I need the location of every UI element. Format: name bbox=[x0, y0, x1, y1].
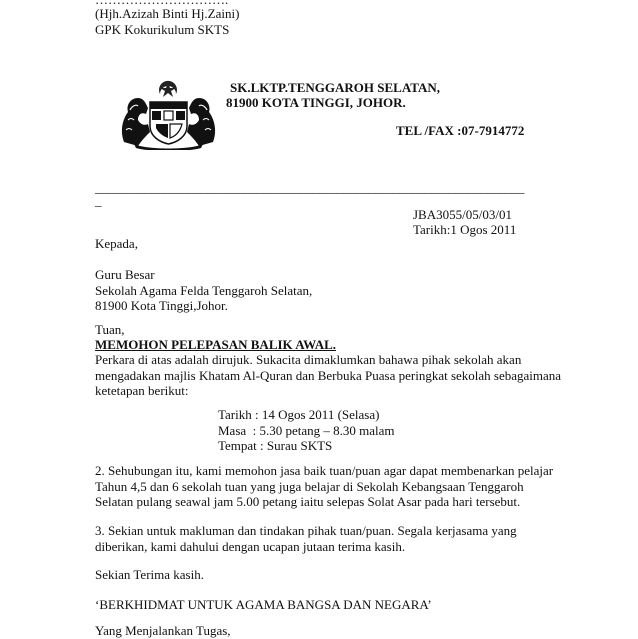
signatory-name: (Hjh.Azizah Binti Hj.Zaini) bbox=[95, 6, 240, 21]
crest-right-tiger bbox=[187, 98, 215, 146]
signoff-cutoff: Yang Menjalankan Tugas, bbox=[95, 623, 231, 638]
paragraph-1 bbox=[95, 352, 561, 399]
crest-ribbon bbox=[134, 144, 203, 150]
motto: ‘BERKHIDMAT UNTUK AGAMA BANGSA DAN NEGARA’ bbox=[95, 597, 432, 612]
school-name: SK.LKTP.TENGGAROH SELATAN, bbox=[230, 80, 440, 95]
greeting: Tuan, bbox=[95, 322, 125, 337]
header-divider-tail: _ bbox=[95, 193, 102, 208]
header-divider: _____________________________________________________________________ bbox=[95, 180, 525, 195]
event-details bbox=[218, 407, 395, 454]
paragraph-line: Tahun 4,5 dan 6 sekolah tuan yang juga belajar di Sekolah Kebangsaan Tenggaroh bbox=[95, 478, 524, 494]
crest-star-crescent bbox=[159, 81, 177, 97]
paragraph-line: 3. Sekian untuk makluman dan tindakan pihak tuan/puan. Segala kerjasama yang bbox=[95, 523, 517, 538]
event-time: Masa : 5.30 petang – 8.30 malam bbox=[218, 422, 395, 438]
closing: Sekian Terima kasih. bbox=[95, 567, 204, 582]
paragraph-line: Selatan pulang seawal jam 5.00 petang iaitu selepas Solat Asar pada hari tersebut. bbox=[95, 494, 521, 509]
paragraph-2 bbox=[95, 463, 553, 510]
crest-left-tiger bbox=[122, 98, 150, 146]
event-date: Tarikh : 14 Ogos 2011 (Selasa) bbox=[218, 407, 380, 422]
recipient-address bbox=[95, 267, 312, 314]
school-phone: TEL /FAX :07-7914772 bbox=[396, 123, 525, 138]
paragraph-3 bbox=[95, 523, 517, 554]
paragraph-line: 2. Sehubungan itu, kami memohon jasa baik tuan/puan agar dapat membenarkan pelajar bbox=[95, 463, 554, 478]
paragraph-line: ketetapan berikut: bbox=[95, 383, 189, 398]
recipient-line: Sekolah Agama Felda Tenggaroh Selatan, bbox=[95, 282, 313, 298]
paragraph-line: mengadakan majlis Khatam Al-Quran dan Berbuka Puasa peringkat sekolah sebagaimana bbox=[95, 367, 562, 383]
event-venue: Tempat : Surau SKTS bbox=[218, 438, 333, 453]
letter-subject: MEMOHON PELEPASAN BALIK AWAL. bbox=[95, 337, 337, 352]
paragraph-line: diberikan, kami dahului dengan ucapan jutaan terima kasih. bbox=[95, 538, 406, 554]
paragraph-line: Perkara di atas adalah dirujuk. Sukacita dimaklumkan bahawa pihak sekolah akan bbox=[95, 352, 522, 367]
crest-shield bbox=[150, 102, 187, 144]
school-address: 81900 KOTA TINGGI, JOHOR. bbox=[226, 95, 406, 110]
reference-number: JBA3055/05/03/01 bbox=[413, 207, 512, 222]
signatory-title: GPK Kokurikulum SKTS bbox=[95, 22, 230, 37]
malaysia-coat-of-arms-crest bbox=[116, 80, 221, 150]
recipient-line: 81900 Kota Tinggi,Johor. bbox=[95, 298, 228, 313]
recipient-salutation: Kepada, bbox=[95, 236, 138, 251]
letter-date: Tarikh:1 Ogos 2011 bbox=[413, 222, 517, 237]
recipient-line: Guru Besar bbox=[95, 267, 155, 282]
